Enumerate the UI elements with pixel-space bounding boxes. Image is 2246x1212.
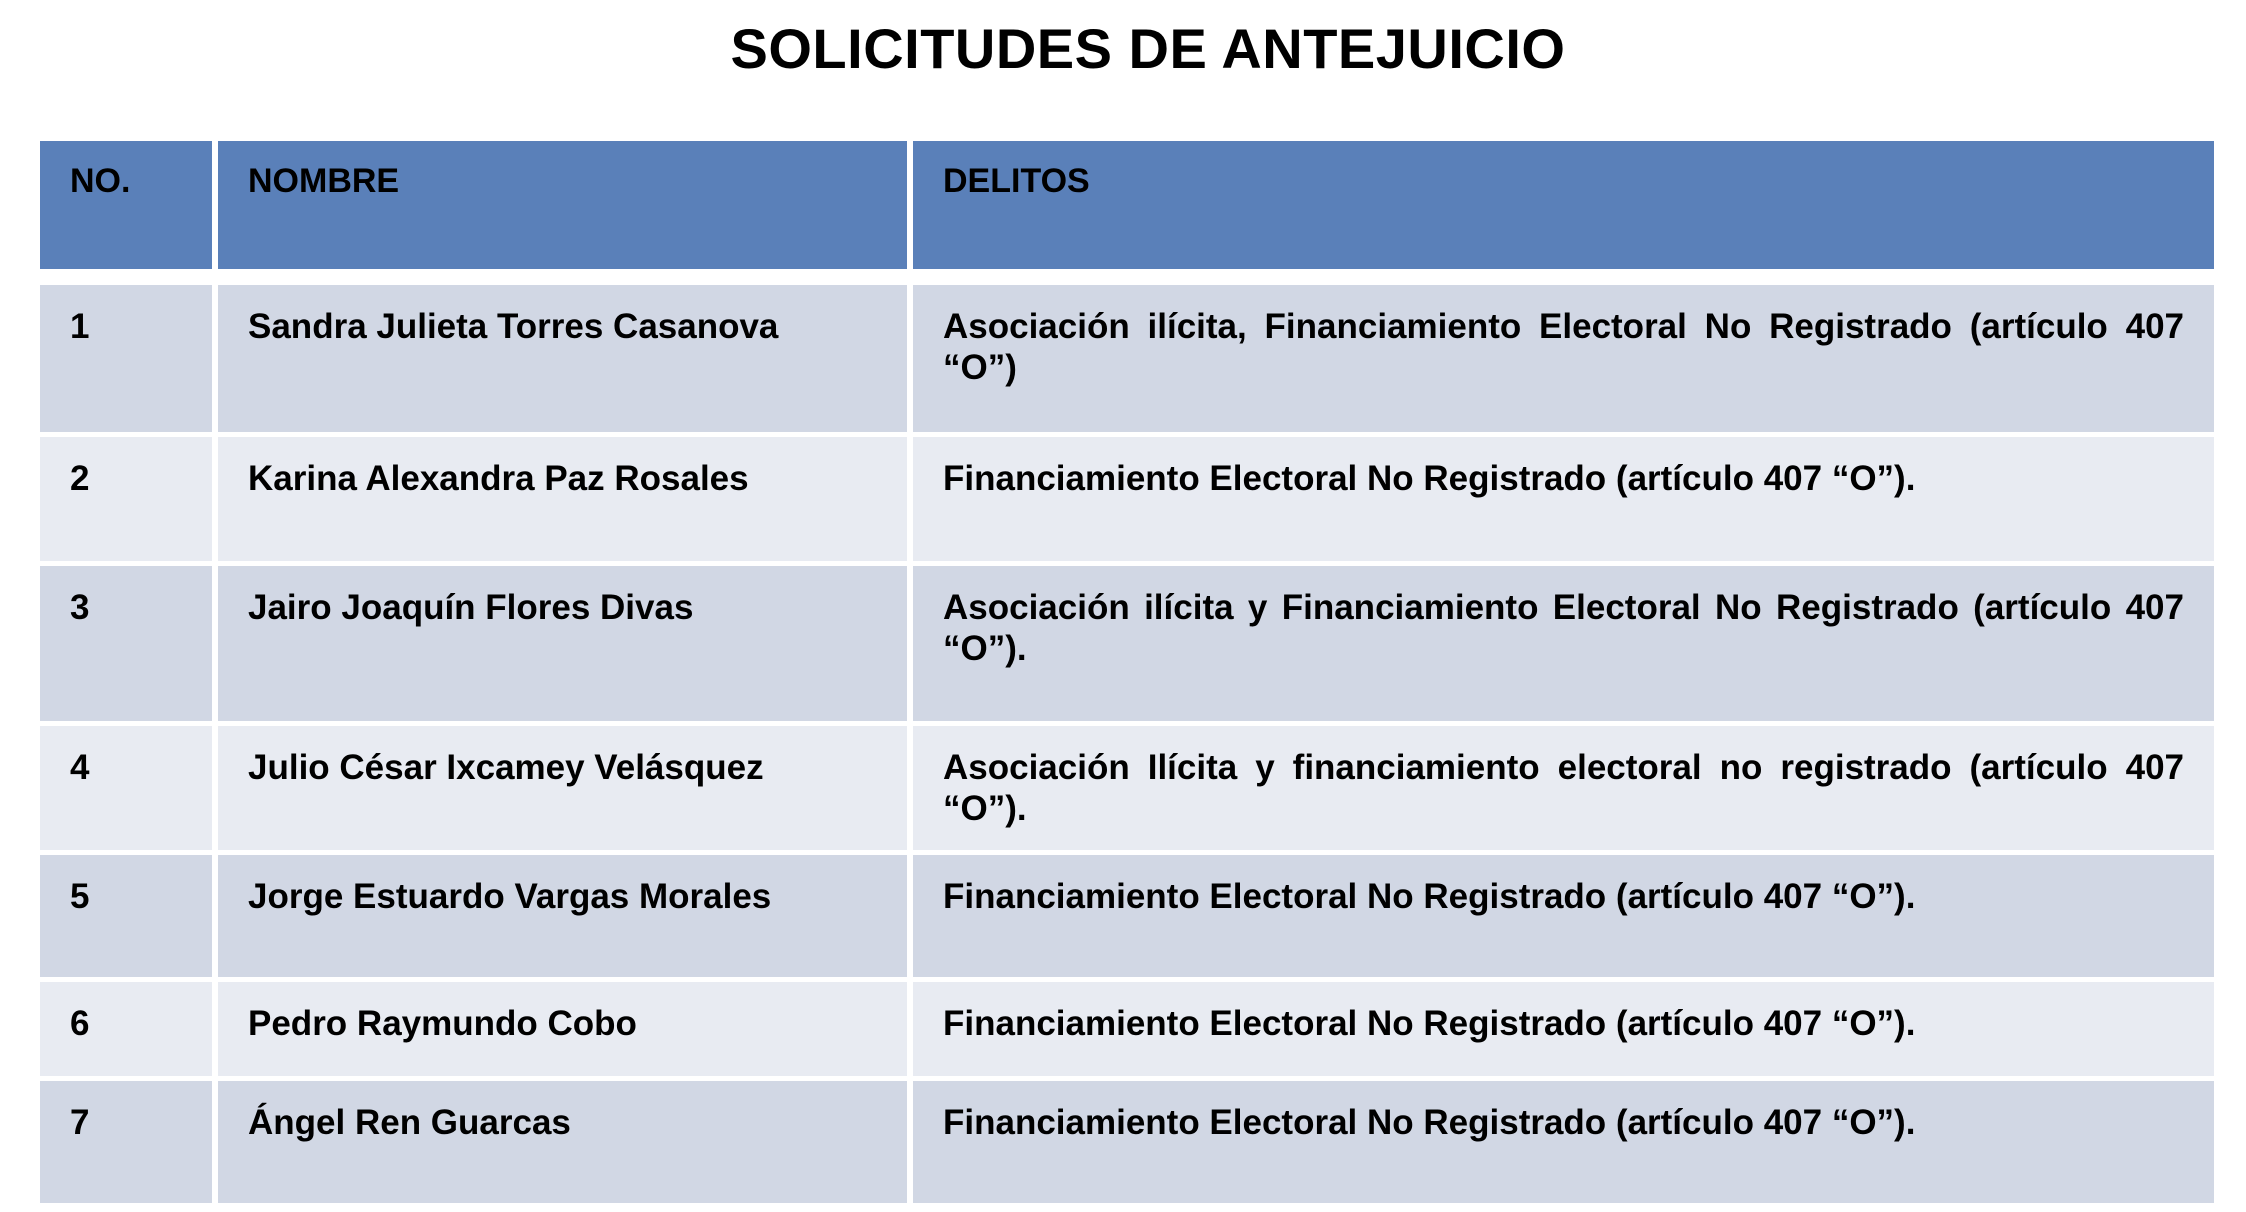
antejuicio-table: [34, 136, 2220, 1208]
row-delitos: Asociación Ilícita y financiamiento electoral no registrado (artículo 407 “O”).: [913, 726, 2214, 850]
table-row: [40, 566, 2214, 721]
row-nombre: Jorge Estuardo Vargas Morales: [218, 855, 907, 977]
table-row: [40, 285, 2214, 432]
header-delitos: DELITOS: [913, 141, 2214, 269]
row-delitos: Financiamiento Electoral No Registrado (artículo 407 “O”).: [913, 855, 2214, 977]
row-no: 5: [40, 855, 212, 977]
row-delitos: Asociación ilícita, Financiamiento Electoral No Registrado (artículo 407 “O”): [913, 285, 2214, 432]
row-delitos: Financiamiento Electoral No Registrado (artículo 407 “O”).: [913, 982, 2214, 1076]
table-row: [40, 726, 2214, 850]
row-delitos: Financiamiento Electoral No Registrado (artículo 407 “O”).: [913, 1081, 2214, 1203]
row-nombre: Karina Alexandra Paz Rosales: [218, 437, 907, 561]
row-no: 1: [40, 285, 212, 432]
row-delitos: Asociación ilícita y Financiamiento Electoral No Registrado (artículo 407 “O”).: [913, 566, 2214, 721]
row-nombre: Ángel Ren Guarcas: [218, 1081, 907, 1203]
row-no: 7: [40, 1081, 212, 1203]
header-gap: [40, 274, 2214, 280]
table-row: [40, 982, 2214, 1076]
row-delitos: Financiamiento Electoral No Registrado (artículo 407 “O”).: [913, 437, 2214, 561]
table-header-row: [40, 141, 2214, 269]
row-nombre: Sandra Julieta Torres Casanova: [218, 285, 907, 432]
header-no: NO.: [40, 141, 212, 269]
row-no: 6: [40, 982, 212, 1076]
page-title: SOLICITUDES DE ANTEJUICIO: [730, 17, 1566, 80]
row-nombre: Julio César Ixcamey Velásquez: [218, 726, 907, 850]
header-nombre: NOMBRE: [218, 141, 907, 269]
row-nombre: Pedro Raymundo Cobo: [218, 982, 907, 1076]
antejuicio-table-container: [40, 141, 2226, 1208]
table-row: [40, 1081, 2214, 1203]
table-row: [40, 437, 2214, 561]
row-no: 4: [40, 726, 212, 850]
table-row: [40, 855, 2214, 977]
row-no: 2: [40, 437, 212, 561]
row-no: 3: [40, 566, 212, 721]
row-nombre: Jairo Joaquín Flores Divas: [218, 566, 907, 721]
